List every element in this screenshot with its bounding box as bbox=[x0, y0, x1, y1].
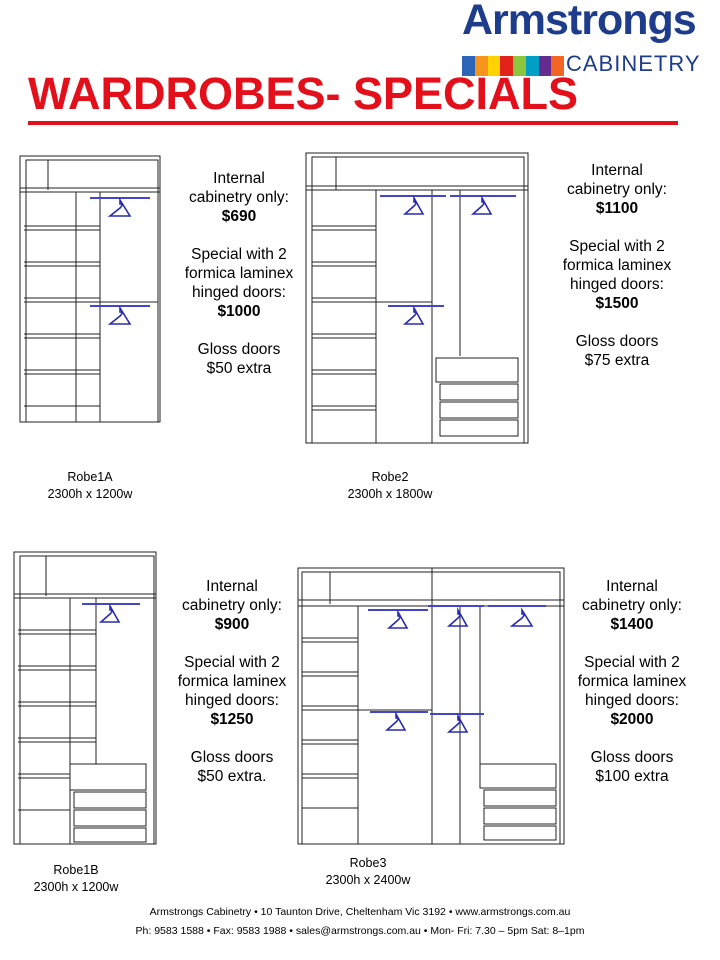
doors-label: Special with 2 formica laminex hinged doors: bbox=[562, 238, 672, 293]
hanger-icon bbox=[387, 714, 405, 730]
hanger-icon bbox=[101, 606, 119, 622]
robe2-shelves bbox=[312, 226, 376, 410]
robe3-shelves bbox=[302, 638, 358, 808]
page-title: WARDROBES- SPECIALS bbox=[28, 68, 579, 119]
robe1b-drawers bbox=[70, 764, 146, 842]
internal-price: $1400 bbox=[610, 616, 654, 633]
hanger-icon bbox=[110, 200, 130, 216]
robe1b-shelves bbox=[18, 630, 96, 810]
internal-label: Internal cabinetry only: bbox=[182, 578, 282, 614]
internal-label: Internal cabinetry only: bbox=[189, 170, 289, 206]
hanger-icon bbox=[449, 610, 467, 626]
robe-name: Robe2 bbox=[371, 470, 409, 484]
robe-size: 2300h x 2400w bbox=[325, 873, 411, 887]
footer-address: Armstrongs Cabinetry • 10 Taunton Drive, Cheltenham Vic 3192 • www.armstrongs.com.au bbox=[149, 906, 571, 918]
robe3-pricing bbox=[577, 577, 687, 805]
robe-size: 2300h x 1200w bbox=[47, 487, 133, 501]
doors-price: $1250 bbox=[210, 711, 254, 728]
brand-logo-subtitle: CABINETRY bbox=[566, 51, 701, 76]
robe3-drawing bbox=[298, 568, 564, 844]
robe3-caption bbox=[298, 855, 438, 889]
gloss-note: Gloss doors $50 extra bbox=[197, 341, 281, 377]
brand-logo-text: Armstrongs bbox=[462, 0, 696, 44]
hanger-icon bbox=[449, 716, 467, 732]
hanger-icon bbox=[405, 308, 423, 324]
internal-price: $690 bbox=[221, 208, 257, 225]
robe1b-drawing bbox=[14, 552, 156, 844]
hanger-icon bbox=[473, 198, 491, 214]
doors-label: Special with 2 formica laminex hinged doors: bbox=[577, 654, 687, 709]
robe2-pricing bbox=[562, 161, 672, 389]
robe2-drawers bbox=[436, 358, 518, 436]
doors-price: $2000 bbox=[610, 711, 654, 728]
footer-contact: Ph: 9583 1588 • Fax: 9583 1988 • sales@armstrongs.com.au • Mon- Fri: 7.30 – 5pm Sat: 8–1pm bbox=[135, 925, 585, 937]
hanger-icon bbox=[110, 308, 130, 324]
robe1a-caption bbox=[20, 469, 160, 503]
robe1a-drawing bbox=[20, 156, 160, 422]
gloss-note: Gloss doors $50 extra. bbox=[190, 749, 274, 785]
robe2-drawing bbox=[306, 153, 528, 443]
robe-name: Robe1A bbox=[67, 470, 113, 484]
doors-price: $1500 bbox=[595, 295, 639, 312]
robe-name: Robe3 bbox=[349, 856, 387, 870]
internal-label: Internal cabinetry only: bbox=[582, 578, 682, 614]
robe-size: 2300h x 1200w bbox=[33, 880, 119, 894]
gloss-note: Gloss doors $100 extra bbox=[590, 749, 674, 785]
robe-name: Robe1B bbox=[53, 863, 99, 877]
robe3-drawers bbox=[480, 764, 556, 840]
internal-label: Internal cabinetry only: bbox=[567, 162, 667, 198]
internal-price: $1100 bbox=[595, 200, 639, 217]
robe1b-caption bbox=[6, 862, 146, 896]
doors-label: Special with 2 formica laminex hinged doors: bbox=[177, 654, 287, 709]
robe2-caption bbox=[320, 469, 460, 503]
hanger-icon bbox=[389, 612, 407, 628]
doors-price: $1000 bbox=[217, 303, 261, 320]
robe1a-pricing bbox=[184, 169, 294, 397]
gloss-note: Gloss doors $75 extra bbox=[575, 333, 659, 369]
doors-label: Special with 2 formica laminex hinged doors: bbox=[184, 246, 294, 301]
hanger-icon bbox=[405, 198, 423, 214]
robe-size: 2300h x 1800w bbox=[347, 487, 433, 501]
internal-price: $900 bbox=[214, 616, 250, 633]
robe1a-shelves bbox=[24, 226, 100, 406]
hanger-icon bbox=[512, 610, 532, 626]
robe1b-pricing bbox=[177, 577, 287, 805]
